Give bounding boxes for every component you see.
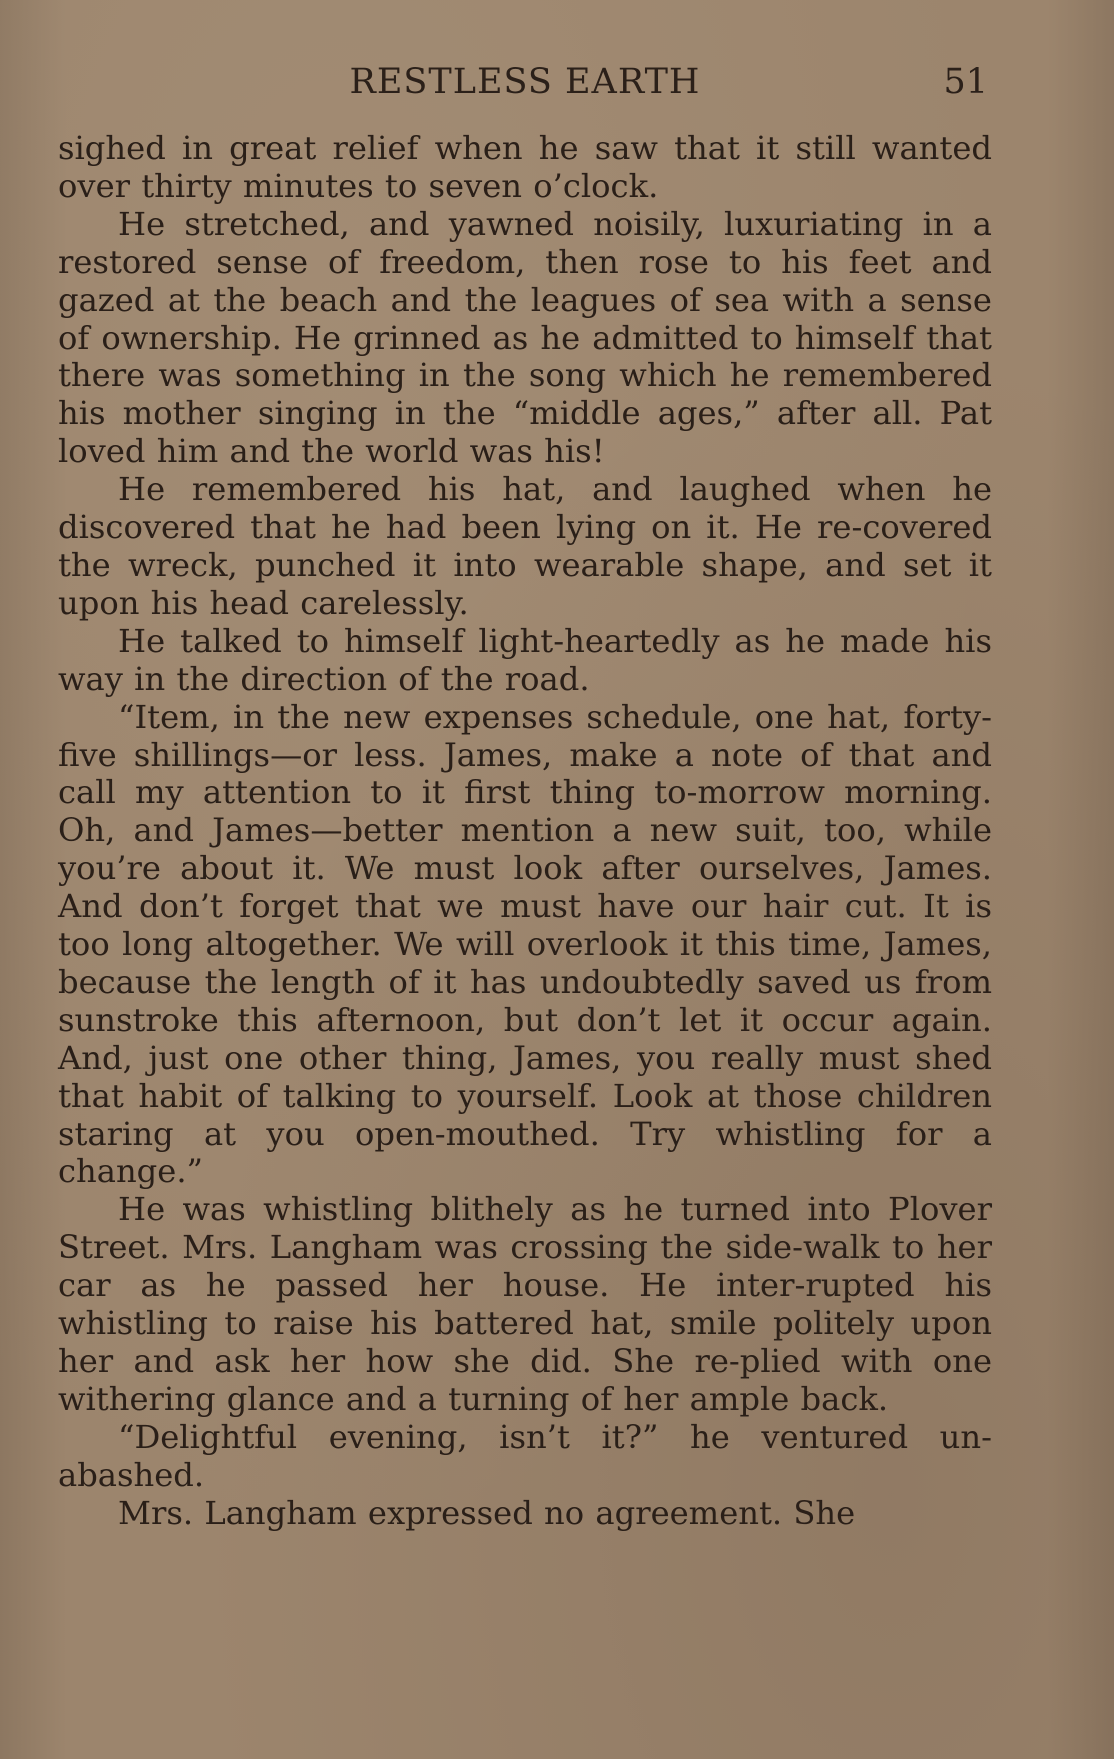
running-title: RESTLESS EARTH (349, 62, 701, 102)
paragraph-continuation: sighed in great relief when he saw that it still wanted over thirty minutes to seven o’clock. (58, 129, 992, 205)
paragraph: He remembered his hat, and laughed when he discovered that he had been lying on it. He re-covered the wreck, punched it into wearable shape, and set it upon his head carelessly. (58, 470, 992, 622)
paragraph: He stretched, and yawned noisily, luxuriating in a restored sense of freedom, then rose to his feet and gazed at the beach and the leagues of sea with a sense of ownership. He grinned as he admitted to himself that there was something in the song which he remembered his mother singing in the “middle ages,” after all. Pat loved him and the world was his! (58, 204, 992, 471)
paragraph: He was whistling blithely as he turned into Plover Street. Mrs. Langham was crossing the side-walk to her car as he passed her house. He inter-rupted his whistling to raise his battered hat, smile politely upon her and ask her how she did. She re-plied with one withering glance and a turning of her ample back. (58, 1190, 992, 1418)
paragraph: “Delightful evening, isn’t it?” he ventured un-abashed. (58, 1417, 992, 1494)
body-text (58, 130, 992, 1533)
paragraph: “Item, in the new expenses schedule, one hat, forty-five shillings—or less. James, make a note of that and call my attention to it first thing to-morrow morning. Oh, and James—better mention a new suit, too, while you’re about it. We must look after ourselves, James. And don’t forget that we must have our hair cut. It is too long altogether. We will overlook it this time, James, because the length of it has undoubtedly saved us from sunstroke this afternoon, but don’t let it occur again. And, just one other thing, James, you really must shed that habit of talking to yourself. Look at those children staring at you open-mouthed. Try whistling for a change.” (58, 697, 992, 1191)
page-number: 51 (943, 62, 988, 102)
page-header (58, 62, 992, 110)
paragraph: Mrs. Langham expressed no agreement. She (118, 1493, 856, 1532)
paragraph: He talked to himself light-heartedly as he made his way in the direction of the road. (58, 621, 992, 698)
